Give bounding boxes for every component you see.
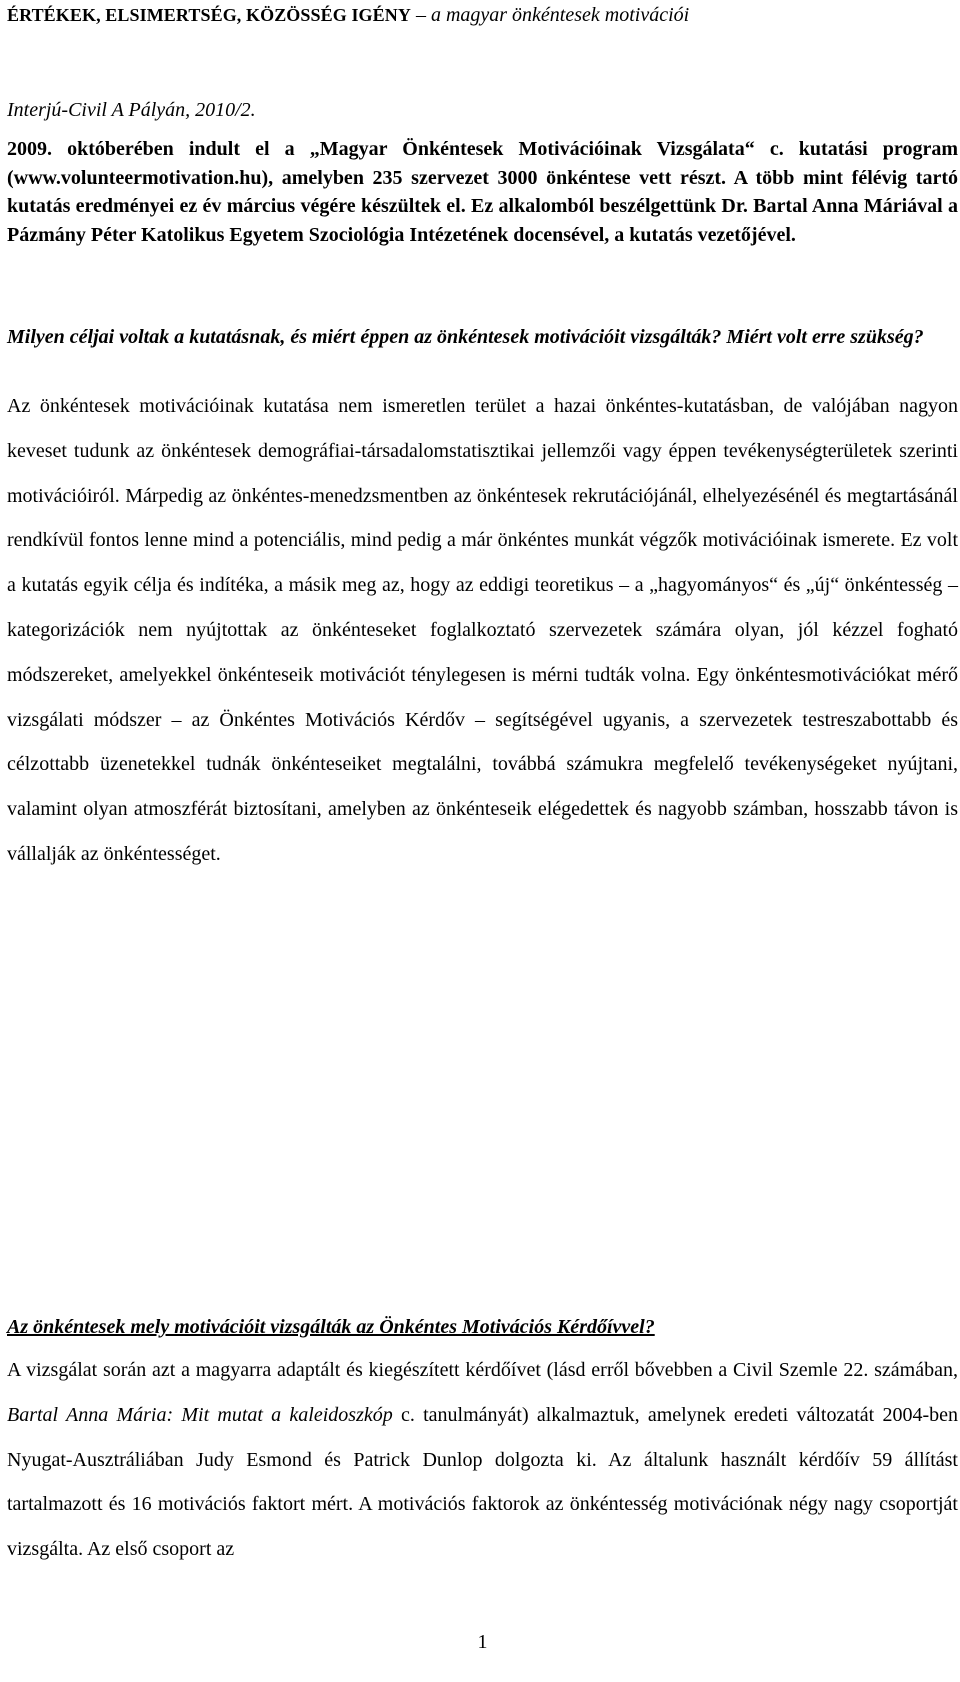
document-header [7,4,689,27]
answer-paragraph-2 [7,1348,958,1572]
document-subtitle: – a magyar önkéntesek motivációi [415,4,690,26]
interview-question-2: Az önkéntesek mely motivációit vizsgálták az Önkéntes Motivációs Kérdőívvel? [7,1316,655,1338]
document-title: ÉRTÉKEK, ELSIMERTSÉG, KÖZÖSSÉG IGÉNY [7,5,411,25]
interview-question-1: Milyen céljai voltak a kutatásnak, és miért éppen az önkéntesek motivációit vizsgálták? Miért volt erre szükség? [7,326,924,348]
lead-paragraph: 2009. októberében indult el a „Magyar Önkéntesek Motivációinak Vizsgálata“ c. kutatási program (www.volunteermotivation.hu), amelyben 235 szervezet 3000 önkéntese vett részt. A több mint félévig tartó kutatás eredményei ez év március végére készültek el. Ez alkalomból beszélgettünk Dr. Bartal Anna Máriával a Pázmány Péter Katolikus Egyetem Szociológia Intézetének docensével, a kutatás vezetőjével. [7,138,958,246]
source-citation: Interjú-Civil A Pályán, 2010/2. [7,99,256,121]
answer-2-text-start: A vizsgálat során azt a magyarra adaptált és kiegészített kérdőívet (lásd erről bővebben a Civil Szemle 22. számában, [7,1359,958,1381]
cited-study-title: Bartal Anna Mária: Mit mutat a kaleidoszkóp [7,1403,393,1426]
page-number: 1 [477,1631,488,1653]
answer-paragraph-1: Az önkéntesek motivációinak kutatása nem ismeretlen terület a hazai önkéntes-kutatásban, de valójában nagyon keveset tudunk az önkéntesek demográfiai-társadalomstatisztikai jellemzői vagy éppen tevékenységterületek szerinti motivációiról. Márpedig az önkéntes-menedzsmentben az önkéntesek rekrutációjánál, elhelyezésénél és megtartásánál rendkívül fontos lenne mind a potenciális, mind pedig a már önkéntes munkát végzők motivációinak ismerete. Ez volt a kutatás egyik célja és indítéka, a másik meg az, hogy az eddigi teoretikus – a „hagyományos“ és „új“ önkéntesség – kategorizációk nem nyújtottak az önkénteseket foglalkoztató szervezetek számára olyan, jól kézzel fogható módszereket, amelyekkel önkénteseik motivációt ténylegesen is mérni tudták volna. Egy önkéntesmotivációkat mérő vizsgálati módszer – az Önkéntes Motivációs Kérdőv – segítségével ugyanis, a szervezetek testreszabottabb és célzottabb üzenetekkel tudnák önkénteseiket megtalálni, továbbá számukra megfelelő tevékenységeket nyújtani, valamint olyan atmoszférát biztosítani, amelyben az önkénteseik elégedettek és nagyobb számban, hosszabb távon is vállalják az önkéntességet. [7,395,958,865]
answer-2-text-end: c. tanulmányát) alkalmaztuk, amelynek eredeti változatát 2004-ben Nyugat-Ausztráliában Judy Esmond és Patrick Dunlop dolgozta ki. Az általunk használt kérdőív 59 állítást tartalmazott és 16 motivációs faktort mért. A motivációs faktorok az önkéntesség motivációnak négy nagy csoportját vizsgálta. Az első csoport az [7,1403,958,1561]
